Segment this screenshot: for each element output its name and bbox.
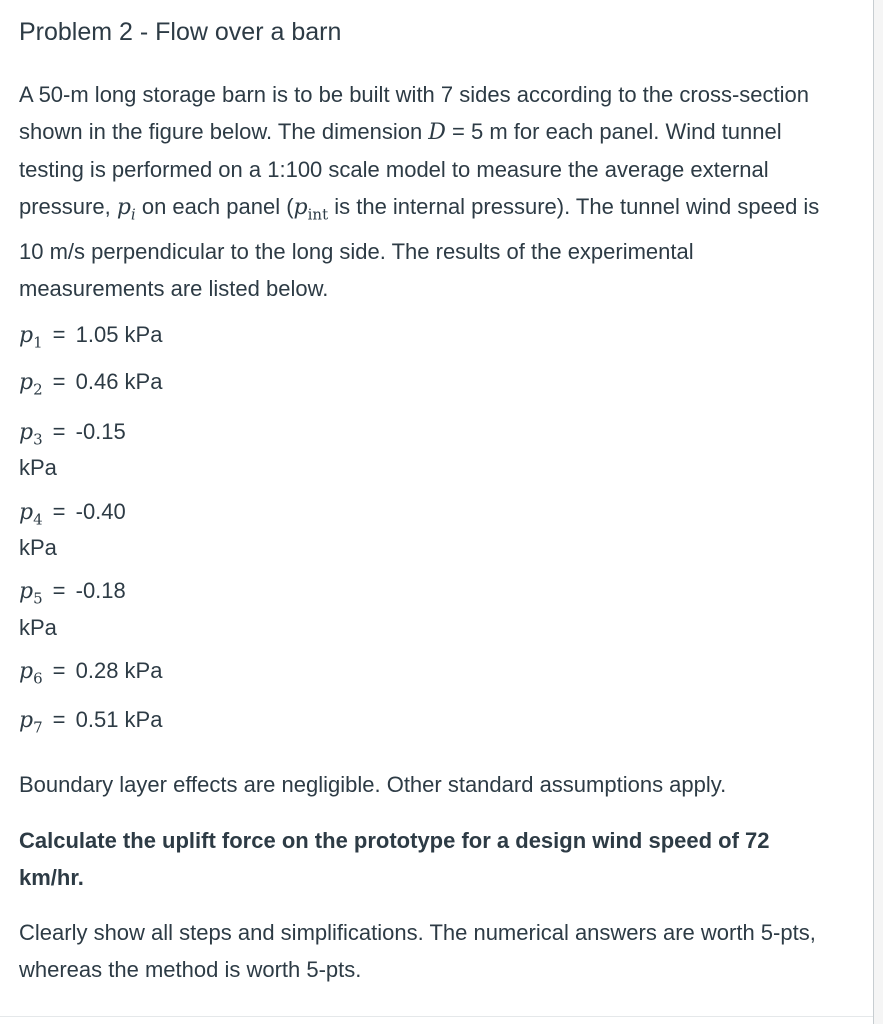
pressure-2: $p_2 = 0.46$ kPa bbox=[19, 369, 163, 399]
instructions-paragraph: Clearly show all steps and simplifications. The numerical answers are worth 5-pts, whereas the method is worth 5-pts. bbox=[19, 920, 816, 982]
intro-text-1: A 50-m long storage barn is to be built with 7 sides according to the cross-section shown in the figure below. The dimension bbox=[19, 82, 809, 144]
pressure-7: $p_7 = 0.51$ kPa bbox=[19, 707, 163, 737]
intro-paragraph bbox=[19, 76, 839, 307]
intro-text-4: is the internal pressure). The tunnel wind speed is 10 m/s perpendicular to the long side. The results of the experimental measurements are listed below. bbox=[19, 194, 820, 302]
intro-text-2: = 5 m for each panel. Wind tunnel testing is performed on a 1:100 scale model to measure the average external pressure, bbox=[19, 119, 782, 219]
math-pint: $p_{int}$ bbox=[293, 195, 329, 224]
divider bbox=[0, 1016, 873, 1017]
math-D: D bbox=[428, 120, 446, 145]
pressure-5-unit: kPa bbox=[19, 615, 57, 640]
pressure-4-unit: kPa bbox=[19, 535, 57, 560]
pressure-1: $p_1 = 1.05$ kPa bbox=[19, 322, 163, 352]
scrollbar-track[interactable] bbox=[874, 0, 883, 1024]
pressure-3-unit: kPa bbox=[19, 455, 57, 480]
math-pi: $p_i$ bbox=[116, 195, 136, 224]
pressure-4: $p_4 = -0.40$ bbox=[19, 499, 126, 529]
assumptions-paragraph: Boundary layer effects are negligible. Other standard assumptions apply. bbox=[19, 772, 727, 797]
intro-text-3: on each panel ( bbox=[135, 194, 294, 219]
pressure-3: $p_3 = -0.15$ bbox=[19, 419, 126, 449]
pressure-5: $p_5 = -0.18$ bbox=[19, 578, 126, 608]
pressure-6: $p_6 = 0.28$ kPa bbox=[19, 658, 163, 688]
page-title: Problem 2 - Flow over a barn bbox=[19, 18, 342, 46]
task-paragraph: Calculate the uplift force on the prototype for a design wind speed of 72 km/hr. bbox=[19, 828, 770, 890]
